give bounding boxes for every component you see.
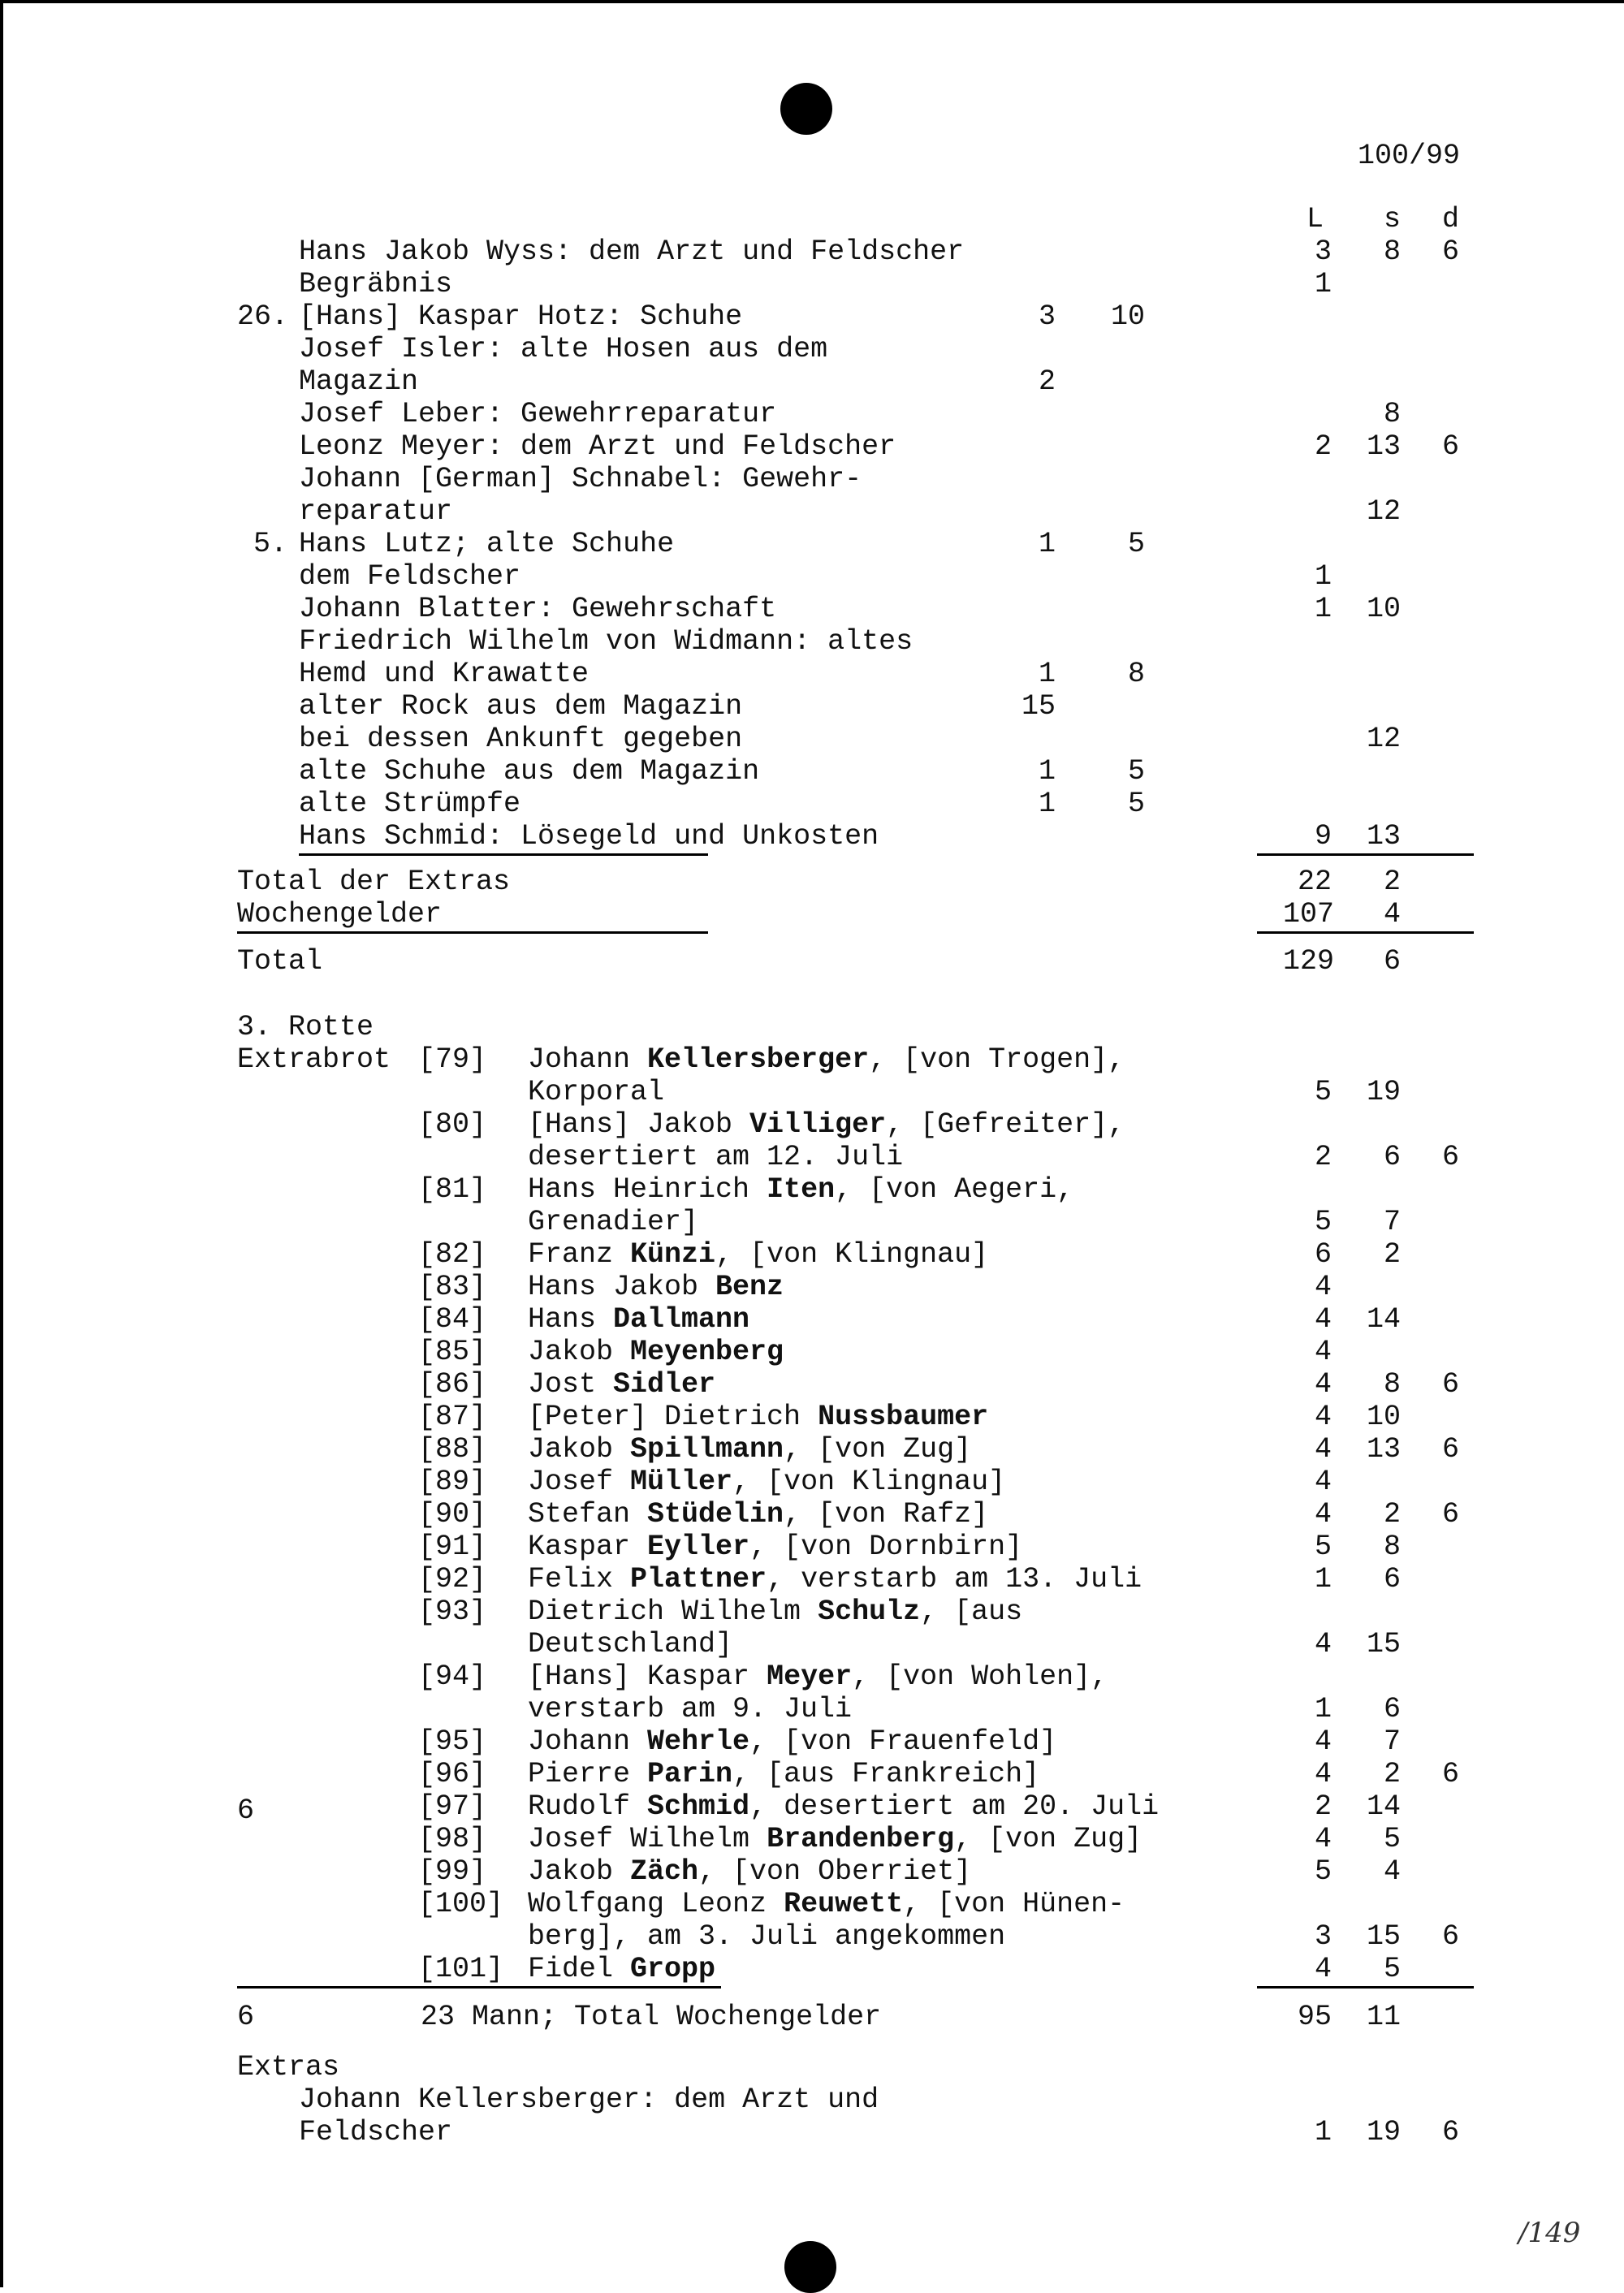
entry-number: [84] [418,1303,487,1336]
d-value: 6 [1441,430,1459,463]
given-name: Johann [528,1725,648,1758]
entry-name [528,1660,1108,1693]
entry-name [528,1596,1022,1628]
s-value: 14 [1366,1303,1401,1336]
entry-name [528,1433,971,1466]
l-value: 5 [1314,1076,1332,1108]
entry-number: [79] [418,1043,487,1076]
surname: Müller [630,1466,733,1498]
s-value: 4 [1383,1855,1401,1888]
surname: Reuwett [784,1888,904,1920]
entry-name [528,1531,1022,1563]
entry-number: [82] [418,1238,487,1271]
inner-l-value: 3 [1038,300,1056,333]
s-value: 5 [1383,1953,1401,1985]
folio-number: /149 [1518,2217,1581,2249]
s-value: 15 [1366,1628,1401,1660]
l-value: 6 [1314,1238,1332,1271]
entry-name [528,1888,1125,1920]
given-name: Jakob [528,1336,631,1368]
s-value: 8 [1383,1531,1401,1563]
s-value: 15 [1366,1920,1401,1953]
entry-remark: , [von Hünen- [903,1888,1125,1920]
l-value: 107 [1283,898,1335,931]
entry-name [528,1401,988,1433]
s-value: 11 [1366,2001,1401,2033]
entry-continuation: Korporal [528,1076,665,1108]
entry-number: [97] [418,1790,487,1823]
surname: Parin [647,1758,733,1790]
ledger-line: Friedrich Wilhelm von Widmann: altes [299,625,914,658]
l-value: 4 [1314,1401,1332,1433]
given-name: Fidel [528,1953,631,1985]
l-value: 129 [1283,945,1335,978]
given-name: Josef Wilhelm [528,1823,767,1855]
s-value: 2 [1383,1498,1401,1531]
surname: Villiger [749,1108,887,1141]
entry-remark: , [von Klingnau] [732,1466,1006,1498]
entry-name [528,1336,784,1368]
l-value: 4 [1314,1433,1332,1466]
s-value: 2 [1383,1758,1401,1790]
header-d: d [1441,203,1459,235]
entry-number: [86] [418,1368,487,1401]
page-edge-top [0,0,1624,3]
s-value: 6 [1383,945,1401,978]
s-value: 2 [1383,1238,1401,1271]
inner-s-value: 8 [1127,658,1145,690]
underline-rule [237,931,708,934]
entry-remark: , [von Aegeri, [835,1173,1074,1206]
underline-rule [299,853,708,856]
entry-number: [83] [418,1271,487,1303]
entry-name [528,1855,971,1888]
entry-continuation: Grenadier] [528,1206,699,1238]
s-value: 6 [1383,1141,1401,1173]
s-value: 13 [1366,1433,1401,1466]
ledger-line: reparatur [299,495,453,528]
entry-remark: , [von Wohlen], [852,1660,1108,1693]
l-value: 4 [1314,1953,1332,1985]
s-value: 10 [1366,593,1401,625]
surname: Wehrle [647,1725,750,1758]
ledger-line: Magazin [299,365,419,398]
entry-remark: , [von Klingnau] [715,1238,989,1271]
surname: Benz [715,1271,784,1303]
punch-hole-top [780,83,832,135]
given-name: Dietrich Wilhelm [528,1596,818,1628]
entry-number: [81] [418,1173,487,1206]
l-value: 4 [1314,1368,1332,1401]
l-value: 4 [1314,1271,1332,1303]
ledger-line: bei dessen Ankunft gegeben [299,723,743,755]
surname: Spillmann [630,1433,784,1466]
entry-number: [90] [418,1498,487,1531]
inner-s-value: 5 [1127,528,1145,560]
surname: Brandenberg [767,1823,955,1855]
given-name: Stefan [528,1498,648,1531]
section-heading: Extras [237,2051,340,2084]
ledger-line: alter Rock aus dem Magazin [299,690,743,723]
ledger-line: Johann [German] Schnabel: Gewehr- [299,463,862,495]
entry-name [528,1466,1005,1498]
ledger-line: alte Strümpfe [299,788,521,820]
s-value: 12 [1366,495,1401,528]
entry-name [528,1823,1142,1855]
l-value: 1 [1314,593,1332,625]
surname: Sidler [613,1368,716,1401]
ledger-line: Hans Jakob Wyss: dem Arzt und Feldscher [299,235,965,268]
ledger-line: Hans Lutz; alte Schuhe [299,528,675,560]
surname: Schulz [818,1596,921,1628]
page-edge-left [0,0,3,2287]
entry-name [528,1498,988,1531]
ledger-line: Johann Kellersberger: dem Arzt und [299,2084,879,2116]
entry-remark: , [von Frauenfeld] [749,1725,1057,1758]
s-value: 6 [1383,1563,1401,1596]
given-name: Rudolf [528,1790,648,1823]
ledger-line: Begräbnis [299,268,453,300]
entry-remark: , [Gefreiter], [886,1108,1125,1141]
l-value: 4 [1314,1758,1332,1790]
ledger-line: Leonz Meyer: dem Arzt und Feldscher [299,430,896,463]
inner-l-value: 2 [1038,365,1056,398]
page-reference: 100/99 [1358,140,1461,172]
surname: Dallmann [613,1303,750,1336]
ledger-line: alte Schuhe aus dem Magazin [299,755,760,788]
surname: Plattner [630,1563,767,1596]
d-value: 6 [1441,1141,1459,1173]
l-value: 1 [1314,1563,1332,1596]
entry-name [528,1108,1125,1141]
ledger-line: Josef Leber: Gewehrreparatur [299,398,777,430]
entry-number: [95] [418,1725,487,1758]
entry-number: [101] [418,1953,504,1985]
entry-name [528,1563,1142,1596]
d-value: 6 [1441,235,1459,268]
ledger-line: Johann Blatter: Gewehrschaft [299,593,777,625]
l-value: 4 [1314,1498,1332,1531]
entry-number: [94] [418,1660,487,1693]
l-value: 4 [1314,1336,1332,1368]
inner-s-value: 5 [1127,788,1145,820]
underline-rule [237,1986,721,1989]
given-name: Jost [528,1368,614,1401]
entry-name [528,1758,1039,1790]
s-value: 13 [1366,430,1401,463]
s-value: 13 [1366,820,1401,853]
s-value: 8 [1383,1368,1401,1401]
l-value: 22 [1297,866,1332,898]
s-value: 12 [1366,723,1401,755]
inner-l-value: 1 [1038,658,1056,690]
l-value: 1 [1314,268,1332,300]
given-name: Josef [528,1466,631,1498]
ledger-line: Hans Schmid: Lösegeld und Unkosten [299,820,879,853]
s-value: 19 [1366,1076,1401,1108]
l-value: 2 [1314,1141,1332,1173]
l-value: 1 [1314,2116,1332,2148]
surname: Schmid [647,1790,750,1823]
entry-number: [87] [418,1401,487,1433]
entry-number: [91] [418,1531,487,1563]
entry-name [528,1953,715,1985]
extrabrot-label: Extrabrot [237,1043,391,1076]
l-value: 3 [1314,235,1332,268]
entry-number: [100] [418,1888,504,1920]
l-value: 4 [1314,1725,1332,1758]
l-value: 9 [1314,820,1332,853]
entry-continuation: verstarb am 9. Juli [528,1693,853,1725]
day-number: 26. [237,300,289,333]
l-value: 1 [1314,1693,1332,1725]
entry-remark: , verstarb am 13. Juli [767,1563,1142,1596]
entry-remark: , [von Trogen], [869,1043,1125,1076]
d-value: 6 [1441,1920,1459,1953]
l-value: 4 [1314,1823,1332,1855]
l-value: 4 [1314,1303,1332,1336]
d-value: 6 [1441,1758,1459,1790]
side-number: 6 [237,2001,255,2033]
given-name: Wolfgang Leonz [528,1888,784,1920]
surname: Iten [767,1173,836,1206]
d-value: 6 [1441,1498,1459,1531]
s-value: 8 [1383,235,1401,268]
entry-remark: , [von Rafz] [784,1498,989,1531]
given-name: Pierre [528,1758,648,1790]
surname: Meyer [767,1660,853,1693]
surname: Eyller [647,1531,750,1563]
entry-number: [92] [418,1563,487,1596]
entry-name [528,1043,1125,1076]
inner-s-value: 10 [1110,300,1145,333]
entry-name [528,1368,715,1401]
l-value: 5 [1314,1855,1332,1888]
l-value: 5 [1314,1206,1332,1238]
ledger-line: dem Feldscher [299,560,521,593]
surname: Nussbaumer [818,1401,989,1433]
l-value: 5 [1314,1531,1332,1563]
entry-name [528,1238,988,1271]
given-name: Jakob [528,1433,631,1466]
surname: Stüdelin [647,1498,784,1531]
total-label: Total [237,945,323,978]
entry-remark: , [aus [920,1596,1023,1628]
given-name: Johann [528,1043,648,1076]
surname: Meyenberg [630,1336,784,1368]
l-value: 2 [1314,430,1332,463]
entry-remark: , [von Dornbirn] [749,1531,1023,1563]
ledger-line: Josef Isler: alte Hosen aus dem [299,333,828,365]
wochengelder-label: Wochengelder [237,898,443,931]
header-s: s [1383,203,1401,235]
entry-remark: , [von Zug] [784,1433,972,1466]
given-name: Jakob [528,1855,631,1888]
given-name: [Hans] Jakob [528,1108,750,1141]
entry-remark: , [aus Frankreich] [732,1758,1040,1790]
ledger-line: Hemd und Krawatte [299,658,590,690]
s-value: 7 [1383,1725,1401,1758]
entry-number: [85] [418,1336,487,1368]
given-name: Kaspar [528,1531,648,1563]
entry-name [528,1303,749,1336]
surname: Zäch [630,1855,699,1888]
entry-number: [96] [418,1758,487,1790]
entry-name [528,1271,784,1303]
entry-name [528,1790,1159,1823]
given-name: [Hans] Kaspar [528,1660,767,1693]
total-extras-label: Total der Extras [237,866,511,898]
entry-remark: , [von Zug] [954,1823,1142,1855]
entry-continuation: Deutschland] [528,1628,733,1660]
s-value: 2 [1383,866,1401,898]
l-value: 4 [1314,1628,1332,1660]
l-value: 95 [1297,2001,1332,2033]
s-value: 6 [1383,1693,1401,1725]
surname: Kellersberger [647,1043,870,1076]
inner-l-value: 1 [1038,528,1056,560]
sum-rule [1257,931,1474,934]
entry-name [528,1725,1056,1758]
entry-name [528,1173,1073,1206]
inner-l-value: 1 [1038,788,1056,820]
sum-rule [1257,853,1474,856]
entry-number: [98] [418,1823,487,1855]
given-name: Hans Jakob [528,1271,716,1303]
given-name: Hans Heinrich [528,1173,767,1206]
d-value: 6 [1441,1433,1459,1466]
punch-hole-bottom [784,2241,836,2293]
summary-label: 23 Mann; Total Wochengelder [421,2001,882,2033]
surname: Gropp [630,1953,716,1985]
l-value: 2 [1314,1790,1332,1823]
entry-number: [93] [418,1596,487,1628]
entry-number: [99] [418,1855,487,1888]
given-name: [Peter] Dietrich [528,1401,818,1433]
inner-l-value: 15 [1021,690,1056,723]
entry-continuation: desertiert am 12. Juli [528,1141,904,1173]
l-value: 3 [1314,1920,1332,1953]
entry-continuation: berg], am 3. Juli angekommen [528,1920,1006,1953]
s-value: 8 [1383,398,1401,430]
s-value: 19 [1366,2116,1401,2148]
s-value: 5 [1383,1823,1401,1855]
day-number: 5. [253,528,288,560]
entry-number: [88] [418,1433,487,1466]
ledger-line: [Hans] Kaspar Hotz: Schuhe [299,300,743,333]
l-value: 1 [1314,560,1332,593]
s-value: 14 [1366,1790,1401,1823]
given-name: Franz [528,1238,631,1271]
given-name: Hans [528,1303,614,1336]
inner-l-value: 1 [1038,755,1056,788]
d-value: 6 [1441,2116,1459,2148]
entry-remark: , desertiert am 20. Juli [749,1790,1160,1823]
sum-rule [1257,1986,1474,1989]
ledger-line: Feldscher [299,2116,453,2148]
s-value: 4 [1383,898,1401,931]
side-number: 6 [237,1794,255,1827]
l-value: 4 [1314,1466,1332,1498]
entry-number: [89] [418,1466,487,1498]
given-name: Felix [528,1563,631,1596]
s-value: 7 [1383,1206,1401,1238]
d-value: 6 [1441,1368,1459,1401]
s-value: 10 [1366,1401,1401,1433]
entry-remark: , [von Oberriet] [698,1855,972,1888]
header-l: L [1306,203,1324,235]
surname: Künzi [630,1238,716,1271]
entry-number: [80] [418,1108,487,1141]
section-heading: 3. Rotte [237,1011,374,1043]
inner-s-value: 5 [1127,755,1145,788]
